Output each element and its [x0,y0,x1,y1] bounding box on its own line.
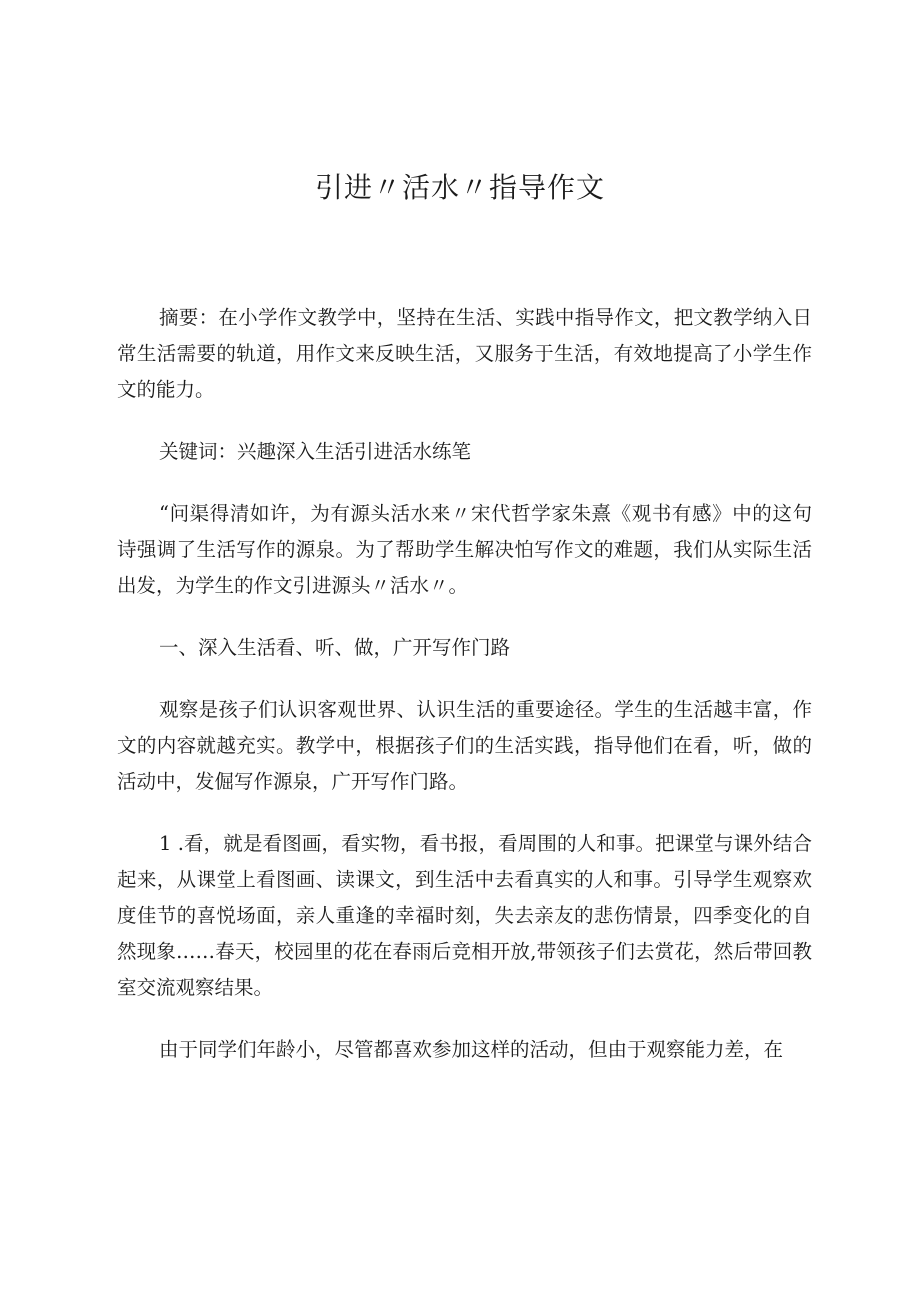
abstract-paragraph: 摘要：在小学作文教学中，坚持在生活、实践中指导作文，把文教学纳入日常生活需要的轨道，用作文来反映生活，又服务于生活，有效地提高了小学生作文的能力。 [117,306,812,401]
closing-paragraph: 由于同学们年龄小，尽管都喜欢参加这样的活动，但由于观察能力差，在 [159,1038,784,1061]
intro-paragraph: “问渠得清如许，为有源头活水来〃宋代哲学家朱熹《观书有感》中的这句诗强调了生活写作的源泉。为了帮助学生解决怕写作文的难题，我们从实际生活出发，为学生的作文引进源头〃活水〃。 [117,502,812,597]
keywords-paragraph: 关键词：兴趣深入生活引进活水练笔 [159,440,472,463]
document-title: 引进〃活水〃指导作文 [314,171,605,204]
observation-paragraph: 观察是孩子们认识客观世界、认识生活的重要途径。学生的生活越丰富，作文的内容就越充实。教学中，根据孩子们的生活实践，指导他们在看，听，做的活动中，发倔写作源泉，广开写作门路。 [117,698,812,793]
look-paragraph: 1 .看，就是看图画，看实物，看书报，看周围的人和事。把课堂与课外结合起来，从课堂上看图画、读课文，到生活中去看真实的人和事。引导学生观察欢度佳节的喜悦场面，亲人重逢的幸福时刻，失去亲友的悲伤情景，四季变化的自然现象……春天，校园里的花在春雨后竞相开放,带领孩子们去赏花，然后带回教室交流观察结果。 [117,832,812,999]
document-body [117,300,812,1094]
section-heading: 一、深入生活看、听、做，广开写作门路 [159,636,511,659]
